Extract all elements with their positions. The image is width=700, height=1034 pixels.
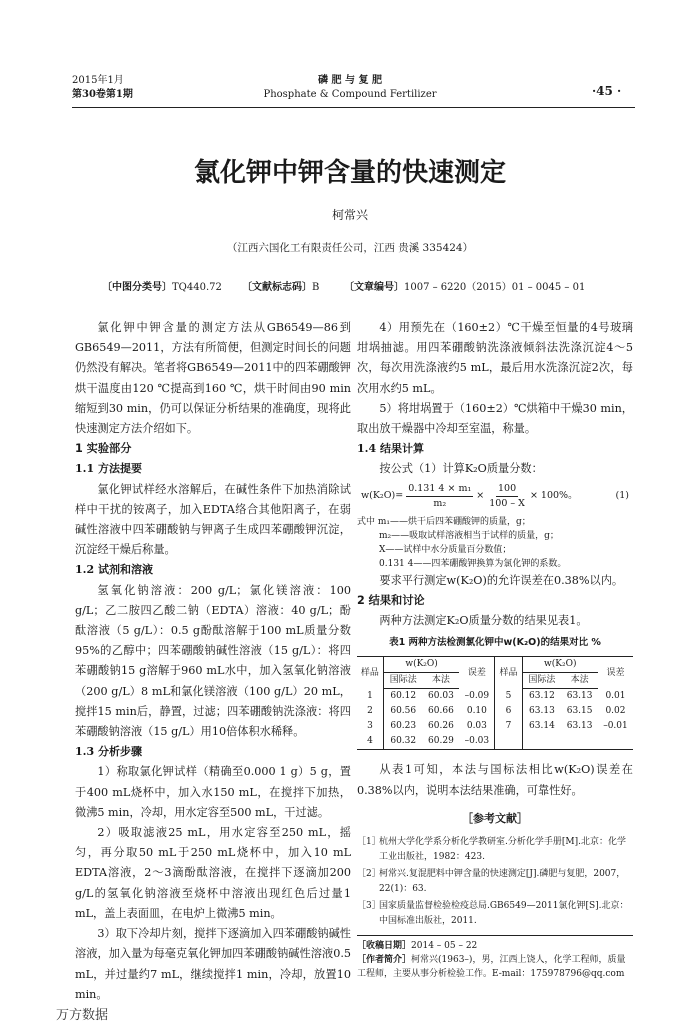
th-w-left: w(K₂O)	[383, 657, 459, 673]
watermark-text: 万方数据	[56, 1008, 109, 1023]
fraction-2-numerator: 100	[496, 482, 518, 497]
step-2: 2）吸取滤液25 mL，用水定容至250 mL，摇匀，再分取50 mL于250 mL烧杯中，加入10 mL EDTA溶液，2～3滴酚酞溶液，在搅拌下逐滴加200 g/L的氢氧化钠溶液至烧杯中溶液出现红色后过量1 mL，盖上表面皿，在电炉上微沸5 min。	[75, 826, 351, 920]
var-def-m2: m₂——吸取试样溶液相当于试样的质量，g；	[379, 530, 559, 541]
cell: 60.66	[428, 706, 454, 717]
section-1-3-heading: 1.3 分析步骤	[75, 745, 142, 759]
th-this-right: 本法	[561, 673, 598, 689]
article-title: 氯化钾中钾含量的快速测定	[193, 158, 506, 188]
reference-item	[357, 899, 633, 929]
page-number: ·45 ·	[592, 84, 622, 98]
section-1-4-heading: 1.4 结果计算	[357, 442, 424, 456]
th-sample-left: 样品	[357, 657, 383, 689]
cell: 0.03	[459, 719, 495, 734]
step-5: 5）将坩埚置于（160±2）℃烘箱中干燥30 min，取出放干燥器中冷却至室温，称量。	[357, 401, 633, 436]
cell: 1	[357, 689, 383, 705]
step-4: 4）用预先在（160±2）℃干燥至恒量的4号玻璃坩埚抽滤。用四苯硼酸钠洗涤液倾斜法洗涤沉淀4～5次，每次用洗涤液约5 mL，最后用水洗涤沉淀2次，每次用水约5 mL。	[357, 321, 633, 395]
var-def-m1: 式中 m₁——烘干后四苯硼酸钾的质量，g；	[357, 516, 531, 527]
var-def-x: X——试样中水分质量百分数值；	[379, 544, 512, 555]
reference-item	[357, 835, 633, 865]
step-1: 1）称取氯化钾试样（精确至0.000 1 g）5 g，置于400 mL烧杯中，加入水150 mL，在搅拌下加热，微沸5 min，冷却，用水定容至500 mL，干过滤。	[75, 765, 351, 819]
cell: 63.13	[529, 706, 555, 717]
intro-paragraph: 氯化钾中钾含量的测定方法从GB6549—86到GB6549—2011，方法有所简便，但测定时间长的问题仍然没有解决。笔者将GB6549—2011中的四苯硼酸钾烘干温度由120 ℃提高到160 ℃，烘干时间由90 min缩短到30 min，仍可以保证分析结果的准确度，现将此快速测定方法介绍如下。	[75, 321, 351, 436]
cell-empty	[495, 734, 522, 750]
method-summary: 氯化钾试样经水溶解后，在碱性条件下加热消除试样中干扰的铵离子，加入EDTA络合其他阳离子，在弱碱性溶液中四苯硼酸钠与钾离子生成四苯硼酸钾沉淀，沉淀经干燥后称量。	[75, 482, 351, 557]
formula-1	[361, 482, 633, 511]
table-row	[357, 704, 633, 719]
cell: 3	[357, 719, 383, 734]
cell: 4	[357, 734, 383, 750]
cell: 0.02	[605, 706, 626, 717]
received-value: 2014 – 05 – 22	[411, 941, 478, 952]
cell: 0.01	[605, 691, 626, 702]
reference-number: ［1］	[357, 837, 381, 848]
clc-value: TQ440.72	[172, 282, 222, 293]
cell: 60.56	[390, 706, 417, 717]
reference-item	[357, 867, 633, 897]
affiliation: （江西六国化工有限责任公司，江西 贵溪 335424）	[226, 242, 474, 254]
results-intro: 两种方法测定K₂O质量分数的结果见表1。	[379, 614, 588, 628]
clc-code	[102, 278, 222, 293]
var-def-coef: 0.131 4——四苯硼酸钾换算为氯化钾的系数。	[379, 558, 567, 569]
cell: 63.15	[566, 706, 593, 717]
reagents-paragraph: 氢氧化钠溶液：200 g/L；氯化镁溶液：100 g/L；乙二胺四乙酸二钠（EDTA）溶液：40 g/L；酚酞溶液（5 g/L）：0.5 g酚酞溶解于100 mL质量分数95%的乙醇中；四苯硼酸钠碱性溶液（15 g/L）：将四苯硼酸钠15 g溶解于960 mL水中，加入氢氧化钠溶液（200 g/L）8 mL和氯化镁溶液（100 g/L）20 mL，搅拌15 min后，静置，过滤；四苯硼酸钠洗涤液：将四苯硼酸钠溶液（15 g/L）用10倍体积水稀释。	[75, 583, 351, 739]
reference-text: 杭州大学化学系分析化学教研室.分析化学手册[M].北京：化学工业出版社，1982：423.	[379, 837, 626, 863]
section-2-heading: 2 结果和讨论	[357, 593, 425, 607]
header-date: 2015年1月	[72, 75, 124, 86]
cell: 6	[495, 704, 522, 719]
article-number	[344, 278, 585, 293]
formula-fraction-1	[406, 482, 473, 511]
fraction-1-numerator: 0.131 4 × m₁	[406, 482, 473, 497]
cell-empty	[598, 734, 633, 750]
th-gb-right: 国际法	[522, 673, 561, 689]
formula-fraction-2	[487, 482, 527, 511]
cell: 63.13	[566, 721, 593, 732]
author: 柯常兴	[331, 208, 368, 222]
cell: 60.29	[423, 734, 460, 750]
author-bio	[357, 953, 633, 981]
section-1-heading: 1 实验部分	[75, 442, 132, 456]
tolerance-note: 要求平行测定w(K₂O)的允许误差在0.38%以内。	[379, 573, 624, 587]
reference-text: 柯常兴.复混肥料中钾含量的快速测定[J].磷肥与复肥，2007，22(1)：63.	[379, 869, 626, 895]
cell: 7	[495, 719, 522, 734]
equation-number: (1)	[615, 490, 629, 502]
formula-times: ×	[476, 490, 485, 502]
cell-empty	[561, 734, 598, 750]
received-date	[357, 939, 633, 953]
clc-label: 〔中图分类号〕	[102, 282, 172, 293]
conclusion-paragraph: 从表1可知，本法与国标法相比w(K₂O)误差在0.38%以内，说明本法结果准确，可靠性好。	[357, 763, 633, 797]
bio-label: ［作者简介］	[357, 955, 412, 966]
section-1-1-heading: 1.1 方法提要	[75, 462, 142, 476]
formula-tail: × 100%。	[529, 490, 578, 502]
article-label: 〔文章编号〕	[344, 282, 404, 293]
th-w-right: w(K₂O)	[522, 657, 598, 673]
cell: 60.23	[390, 721, 417, 732]
cell: 63.13	[566, 691, 593, 702]
table-row	[357, 734, 633, 750]
section-1-2-heading: 1.2 试剂和溶液	[75, 563, 153, 577]
cell: 60.03	[428, 691, 454, 702]
th-this-left: 本法	[423, 673, 460, 689]
cell: 63.14	[529, 721, 555, 732]
table-row	[357, 719, 633, 734]
received-label: ［收稿日期］	[357, 941, 412, 952]
results-table	[357, 656, 633, 750]
article-value: 1007 – 6220（2015）01 – 0045 – 01	[404, 282, 586, 293]
header-rule	[72, 107, 635, 108]
doc-label: 〔文献标志码〕	[242, 282, 312, 293]
cell: 60.12	[390, 691, 417, 702]
cell: 60.26	[428, 721, 454, 732]
cell: 5	[495, 689, 522, 705]
th-err-right: 误差	[598, 657, 633, 689]
table-row	[357, 689, 633, 705]
journal-name-cn: 磷 肥 与 复 肥	[318, 75, 382, 86]
table-1-caption: 表1 两种方法检测氯化钾中w(K₂O)的结果对比 %	[389, 637, 601, 649]
cell: –0.03	[459, 734, 495, 750]
doc-code	[242, 278, 319, 293]
variable-definitions	[357, 515, 633, 571]
calc-intro: 按公式（1）计算K₂O质量分数：	[379, 462, 543, 476]
cell: 63.12	[529, 691, 555, 702]
formula-lhs: w(K₂O)=	[361, 490, 404, 502]
doc-value: B	[312, 282, 320, 293]
reference-number: ［3］	[357, 901, 381, 912]
article-footnote	[357, 935, 633, 981]
cell-empty	[522, 734, 561, 750]
bio-text: 柯常兴(1963–)，男，江西上饶人，化学工程师，质量工程师，主要从事分析检验工作。E-mail：175978796@qq.com	[357, 955, 626, 980]
right-column	[357, 318, 633, 981]
header-volume: 第30卷第1期	[72, 89, 133, 100]
reference-text: 国家质量监督检验检疫总局.GB6549—2011氯化钾[S].北京：中国标准出版社，2011.	[379, 901, 629, 927]
journal-name-en: Phosphate & Compound Fertilizer	[263, 89, 437, 100]
cell: 0.10	[459, 704, 495, 719]
th-err-left: 误差	[459, 657, 495, 689]
cell: 2	[357, 704, 383, 719]
cell: –0.01	[603, 721, 628, 732]
cell: –0.09	[459, 689, 495, 705]
left-column	[75, 318, 351, 1005]
th-gb-left: 国际法	[383, 673, 422, 689]
step-3: 3）取下冷却片刻，搅拌下逐滴加入四苯硼酸钠碱性溶液，加入量为每毫克氧化钾加四苯硼酸钠碱性溶液0.5 mL，并过量约7 mL，继续搅拌1 min，冷却，放置10 min。	[75, 927, 351, 1001]
fraction-2-denominator: 100 – X	[489, 497, 525, 509]
reference-number: ［2］	[357, 869, 381, 880]
cell: 60.32	[383, 734, 422, 750]
fraction-1-denominator: m₂	[433, 497, 447, 509]
th-sample-right: 样品	[495, 657, 522, 689]
references-heading: ［参考文献］	[462, 811, 528, 825]
